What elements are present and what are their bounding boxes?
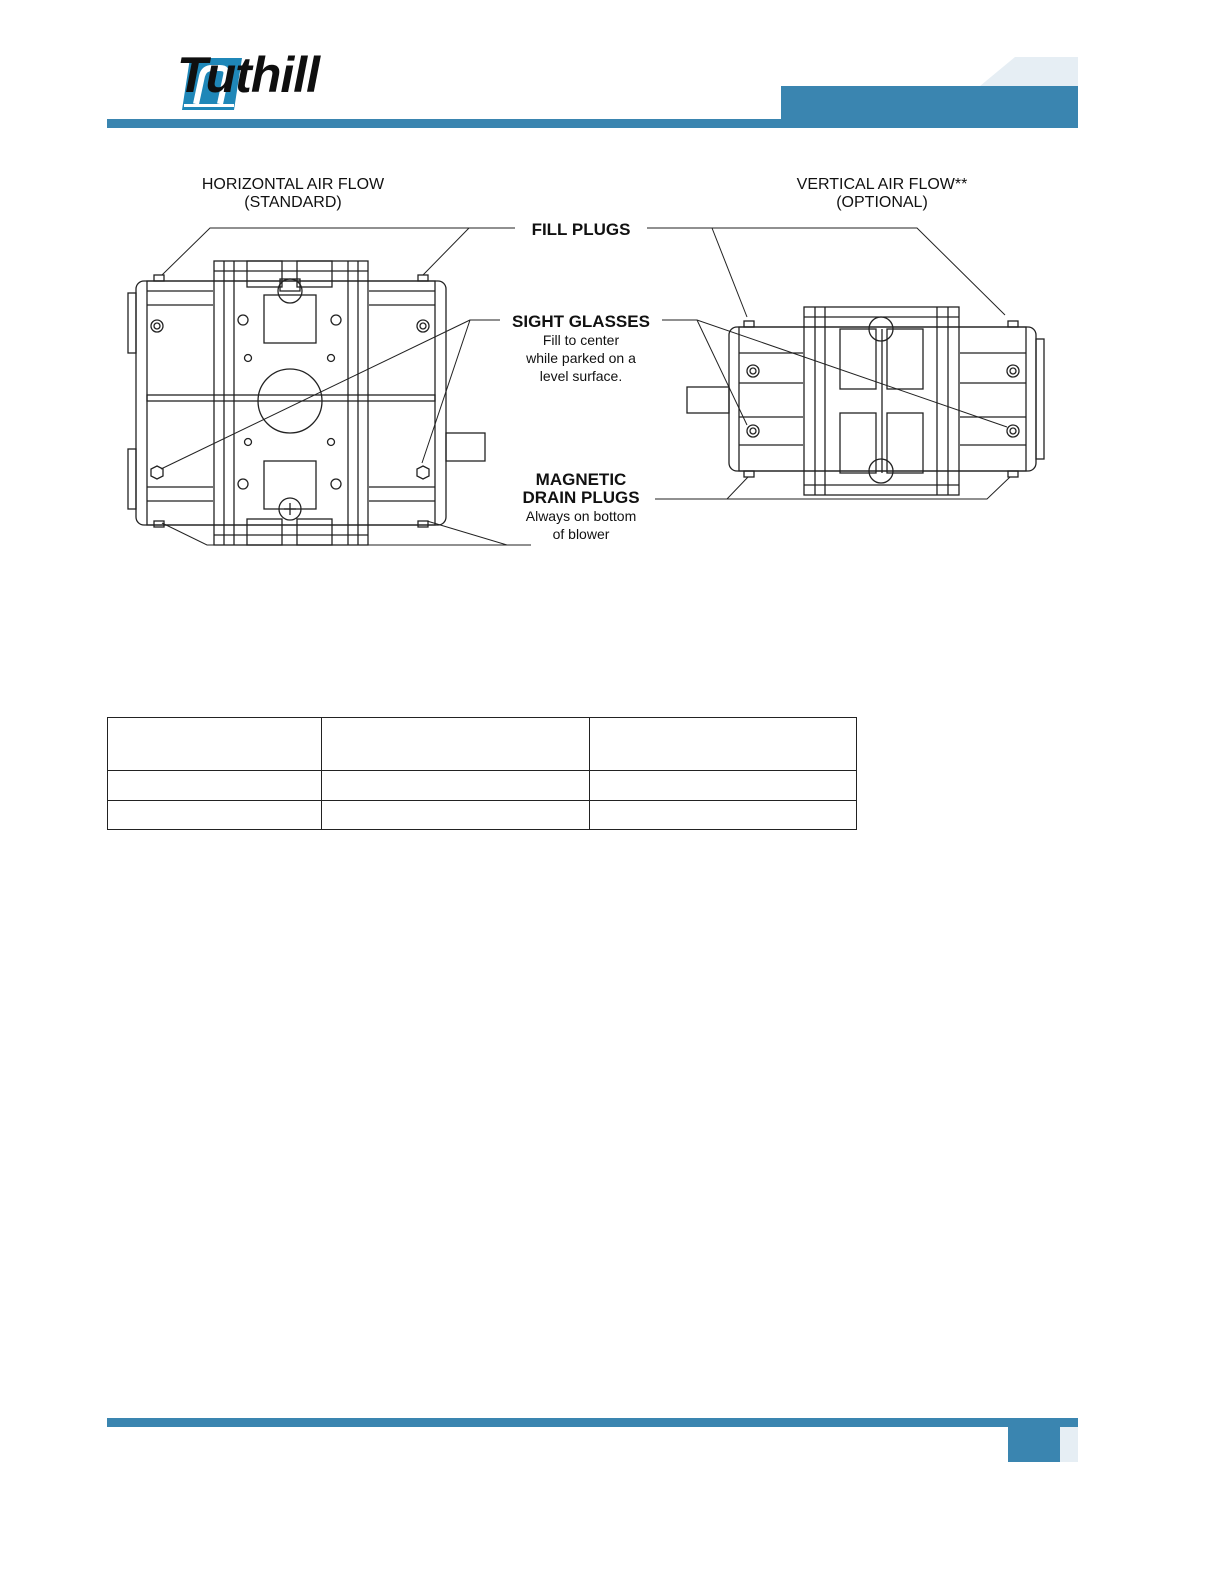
horizontal-blower-drawing (128, 261, 485, 545)
footer-light-tab (1060, 1427, 1078, 1462)
drain-note-line2: of blower (552, 526, 610, 542)
sight-glasses-label: SIGHT GLASSES (512, 312, 650, 331)
header-light-tab (980, 57, 1078, 86)
sight-glasses-note-line3: level surface. (539, 368, 623, 384)
table-row (108, 801, 857, 830)
magnetic-label-line1: MAGNETIC (535, 470, 627, 489)
lubrication-table (107, 717, 857, 830)
table-cell (108, 771, 322, 801)
table-cell (322, 771, 590, 801)
table-row (108, 771, 857, 801)
footer-page-box (1008, 1427, 1060, 1462)
left-view-title-line2: (STANDARD) (244, 194, 342, 211)
table-cell (108, 718, 322, 771)
table-cell (590, 718, 857, 771)
magnetic-label-line2: DRAIN PLUGS (522, 488, 640, 507)
table-row (108, 718, 857, 771)
drain-note-line1: Always on bottom (525, 508, 637, 524)
table-cell (108, 801, 322, 830)
sight-glasses-note-line1: Fill to center (542, 332, 620, 348)
table-cell (590, 771, 857, 801)
fill-plugs-label: FILL PLUGS (531, 220, 631, 239)
right-view-title-line1: VERTICAL AIR FLOW** (796, 176, 968, 193)
header-rule (107, 119, 1078, 128)
table-cell (590, 801, 857, 830)
table-cell (322, 801, 590, 830)
blower-lubrication-diagram (107, 165, 1117, 565)
right-view-title-line2: (OPTIONAL) (836, 194, 928, 211)
sight-glasses-note-line2: while parked on a (526, 350, 636, 366)
left-view-title-line1: HORIZONTAL AIR FLOW (201, 176, 385, 193)
brand-wordmark: Tuthill (177, 47, 320, 103)
footer-rule (107, 1418, 1078, 1427)
table-cell (322, 718, 590, 771)
